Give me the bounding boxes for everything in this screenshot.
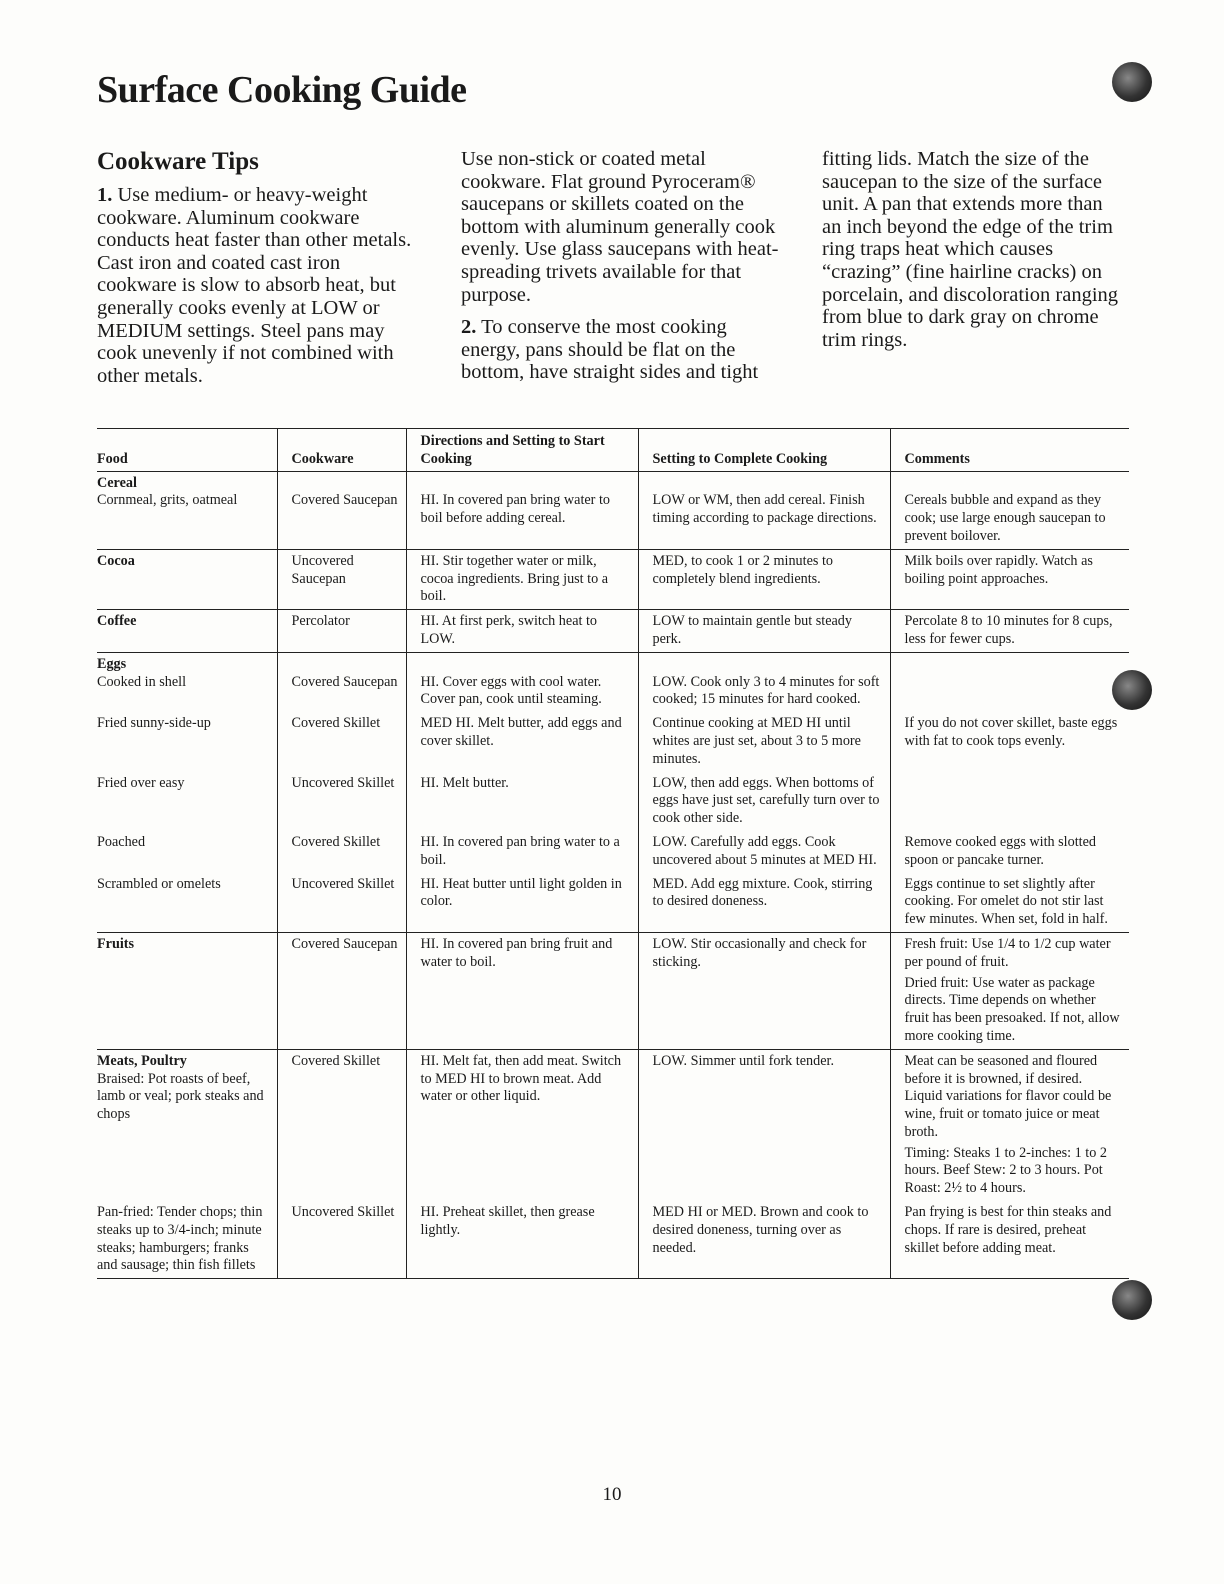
tips-column-3 [822, 148, 1122, 361]
header-directions: Directions and Setting to Start Cooking [406, 429, 638, 472]
category-label: Fruits [97, 935, 135, 952]
category-label: Cereal [97, 474, 137, 491]
tip-1-continued: Use non-stick or coated metal cookware. Flat ground Pyroceram® saucepans or skillets coated on the bottom with aluminum generally cook evenly. Use glass saucepans with heat-spreading trivets available for that purpose. [461, 148, 779, 306]
page-number: 10 [602, 1484, 622, 1505]
table-row-cocoa: Cocoa Uncovered Saucepan HI. Stir together water or milk, cocoa ingredients. Bring just to a boil. MED, to cook 1 or 2 minutes to completely blend ingredients. Milk boils over rapidly. Watch as boiling point approaches. [97, 549, 1129, 609]
tips-column-1 [97, 148, 417, 397]
binder-hole-bottom [1112, 1280, 1152, 1320]
header-cookware: Cookware [277, 429, 406, 472]
tips-column-2 [461, 148, 781, 394]
tip-1: 1. Use medium- or heavy-weight cookware. Aluminum cookware conducts heat faster than other metals. Cast iron and coated cast iron cookware is slow to absorb heat, but generally cooks evenly at LOW or MEDIUM settings. Steel pans may cook unevenly if not combined with other metals. [97, 184, 412, 387]
category-label: Eggs [97, 655, 127, 672]
page-title: Surface Cooking Guide [97, 69, 467, 111]
table-header-row [97, 429, 1129, 472]
table-row-coffee: Coffee Percolator HI. At first perk, switch heat to LOW. LOW to maintain gentle but steady perk. Percolate 8 to 10 minutes for 8 cups, less for fewer cups. [97, 610, 1129, 653]
table-row-meats-braised: Meats, Poultry Braised: Pot roasts of beef, lamb or veal; pork steaks and chops Covered Skillet HI. Melt fat, then add meat. Switch to MED HI to brown meat. Add water or other liquid. LOW. Simmer until fork tender. Meat can be seasoned and floured before it is browned, if desired. Liquid variations for flavor could be wine, fruit or tomato juice or meat broth. Timing: Steaks 1 to 2-inches: 1 to 2 hours. Beef Stew: 2 to 3 hours. Pot Roast: 2½ to 4 hours. [97, 1049, 1129, 1201]
table-row-eggs-poached: Poached Covered Skillet HI. In covered pan bring water to a boil. LOW. Carefully add eggs. Cook uncovered about 5 minutes at MED HI. Remove cooked eggs with slotted spoon or pancake turner. [97, 831, 1129, 873]
cooking-guide-table [97, 428, 1129, 1279]
table-row-meats-panfried: Pan-fried: Tender chops; thin steaks up to 3/4-inch; minute steaks; hamburgers; franks and sausage; thin fish fillets Uncovered Skillet HI. Preheat skillet, then grease lightly. MED HI or MED. Brown and cook to desired doneness, turning over as needed. Pan frying is best for thin steaks and chops. If rare is desired, preheat skillet before adding meat. [97, 1201, 1129, 1279]
table-row-eggs-sunny: Fried sunny-side-up Covered Skillet MED HI. Melt butter, add eggs and cover skillet. Continue cooking at MED HI until whites are just set, about 3 to 5 more minutes. If you do not cover skillet, baste eggs with fat to cook tops evenly. [97, 712, 1129, 771]
table-row-eggs-shell: Eggs Cooked in shell Covered Saucepan HI. Cover eggs with cool water. Cover pan, cook until steaming. LOW. Cook only 3 to 4 minutes for soft cooked; 15 minutes for hard cooked. [97, 652, 1129, 712]
table-row-fruits: Fruits Covered Saucepan HI. In covered pan bring fruit and water to boil. LOW. Stir occasionally and check for sticking. Fresh fruit: Use 1/4 to 1/2 cup water per pound of fruit. Dried fruit: Use water as package directs. Time depends on whether fruit has been presoaked. If not, allow more cooking time. [97, 932, 1129, 1049]
tip-2: 2. To conserve the most cooking energy, pans should be flat on the bottom, have straight sides and tight [461, 316, 759, 384]
category-label: Meats, Poultry [97, 1052, 187, 1069]
binder-hole-top [1112, 62, 1152, 102]
header-complete: Setting to Complete Cooking [638, 429, 890, 472]
header-food: Food [97, 429, 277, 472]
cookware-tips-heading: Cookware Tips [97, 148, 259, 175]
category-label: Cocoa [97, 552, 135, 569]
tip-2-continued: fitting lids. Match the size of the saucepan to the size of the surface unit. A pan that extends more than an inch beyond the edge of the trim ring traps heat which causes “crazing” (fine hairline cracks) on porcelain, and discoloration ranging from blue to dark gray on chrome trim rings. [822, 148, 1119, 351]
table-row-eggs-overeasy: Fried over easy Uncovered Skillet HI. Melt butter. LOW, then add eggs. When bottoms of eggs have just set, carefully turn over to cook other side. [97, 772, 1129, 831]
category-label: Coffee [97, 613, 137, 630]
table-row-cereal: Cereal Cornmeal, grits, oatmeal Covered Saucepan HI. In covered pan bring water to boil before adding cereal. LOW or WM, then add cereal. Finish timing according to package directions. Cereals bubble and expand as they cook; use large enough saucepan to prevent boilover. [97, 471, 1129, 549]
header-comments: Comments [890, 429, 1129, 472]
table-row-eggs-scrambled: Scrambled or omelets Uncovered Skillet HI. Heat butter until light golden in color. MED. Add egg mixture. Cook, stirring to desired doneness. Eggs continue to set slightly after cooking. For omelet do not stir last few minutes. When set, fold in half. [97, 873, 1129, 933]
